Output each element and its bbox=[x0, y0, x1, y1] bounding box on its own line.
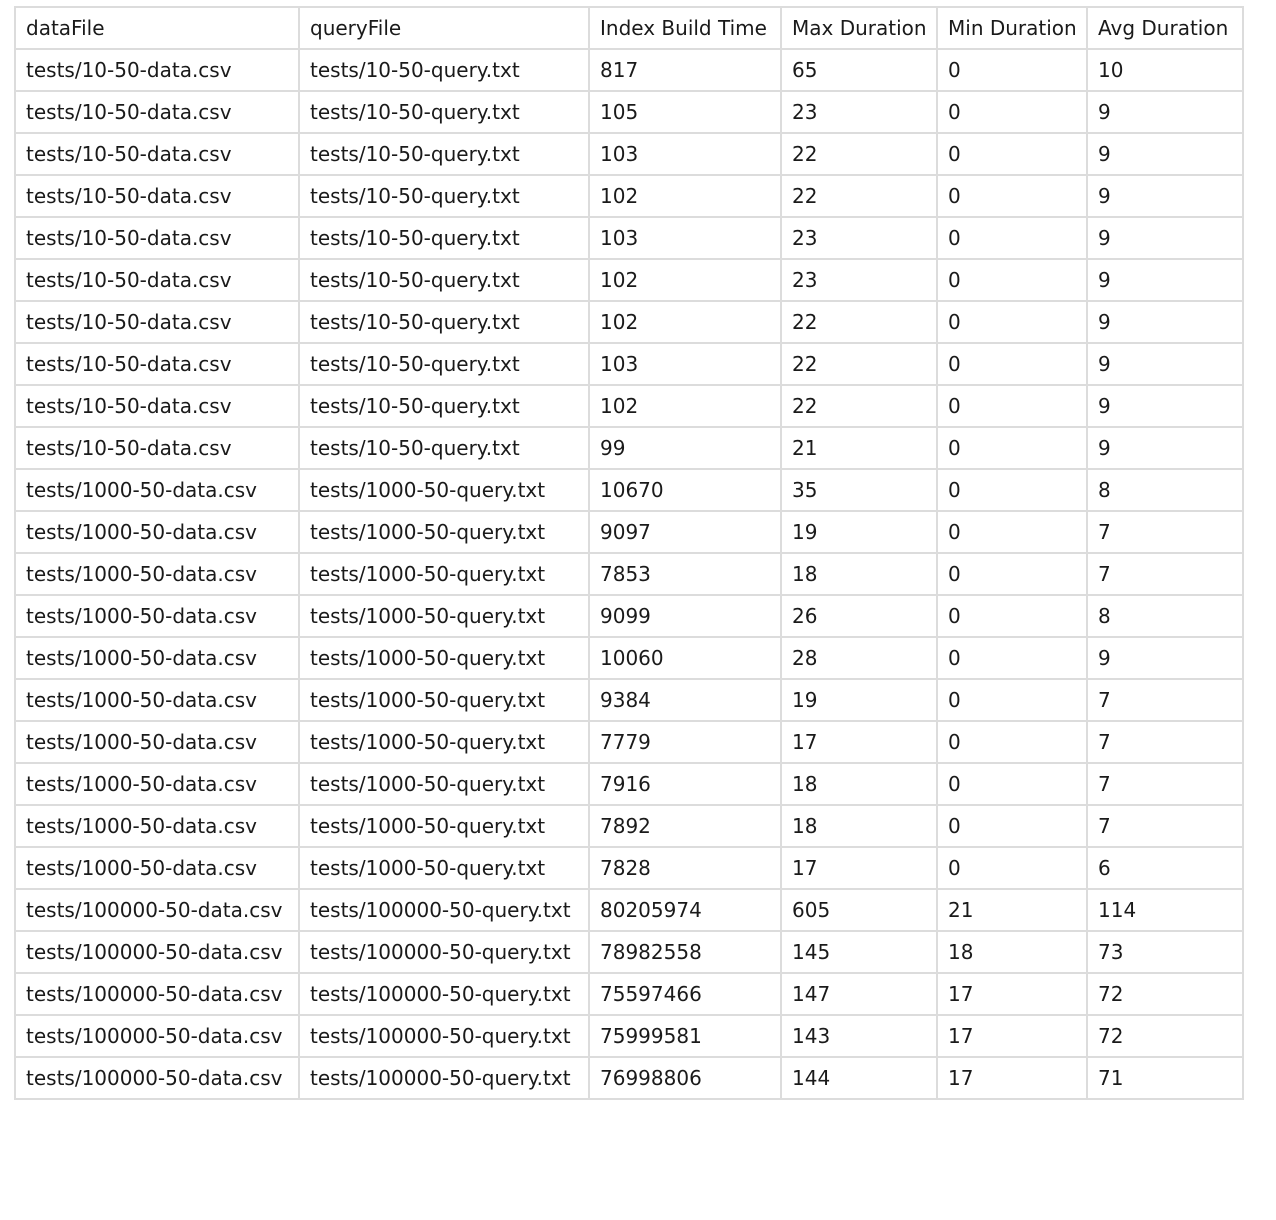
table-row bbox=[15, 343, 1243, 385]
cell-min-duration: 0 bbox=[937, 679, 1087, 721]
cell-max-duration: 23 bbox=[781, 259, 937, 301]
cell-queryfile: tests/100000-50-query.txt bbox=[299, 889, 589, 931]
cell-datafile: tests/10-50-data.csv bbox=[15, 385, 299, 427]
cell-datafile: tests/1000-50-data.csv bbox=[15, 595, 299, 637]
cell-datafile: tests/1000-50-data.csv bbox=[15, 679, 299, 721]
cell-queryfile: tests/100000-50-query.txt bbox=[299, 1015, 589, 1057]
cell-index-build-time: 75597466 bbox=[589, 973, 781, 1015]
cell-max-duration: 19 bbox=[781, 511, 937, 553]
cell-max-duration: 143 bbox=[781, 1015, 937, 1057]
cell-queryfile: tests/10-50-query.txt bbox=[299, 217, 589, 259]
cell-min-duration: 0 bbox=[937, 721, 1087, 763]
cell-index-build-time: 7892 bbox=[589, 805, 781, 847]
cell-index-build-time: 99 bbox=[589, 427, 781, 469]
cell-max-duration: 145 bbox=[781, 931, 937, 973]
table-row bbox=[15, 889, 1243, 931]
cell-max-duration: 21 bbox=[781, 427, 937, 469]
cell-datafile: tests/10-50-data.csv bbox=[15, 175, 299, 217]
table-row bbox=[15, 133, 1243, 175]
cell-queryfile: tests/100000-50-query.txt bbox=[299, 931, 589, 973]
cell-min-duration: 0 bbox=[937, 805, 1087, 847]
cell-min-duration: 0 bbox=[937, 763, 1087, 805]
cell-index-build-time: 78982558 bbox=[589, 931, 781, 973]
cell-min-duration: 0 bbox=[937, 49, 1087, 91]
table-row bbox=[15, 511, 1243, 553]
cell-min-duration: 17 bbox=[937, 1057, 1087, 1099]
table-row bbox=[15, 805, 1243, 847]
cell-max-duration: 22 bbox=[781, 301, 937, 343]
results-table-container bbox=[14, 6, 1244, 1100]
cell-index-build-time: 76998806 bbox=[589, 1057, 781, 1099]
cell-avg-duration: 9 bbox=[1087, 343, 1243, 385]
cell-queryfile: tests/10-50-query.txt bbox=[299, 133, 589, 175]
cell-min-duration: 17 bbox=[937, 1015, 1087, 1057]
cell-min-duration: 0 bbox=[937, 385, 1087, 427]
cell-index-build-time: 103 bbox=[589, 343, 781, 385]
cell-index-build-time: 817 bbox=[589, 49, 781, 91]
cell-min-duration: 0 bbox=[937, 259, 1087, 301]
table-row bbox=[15, 217, 1243, 259]
cell-avg-duration: 7 bbox=[1087, 763, 1243, 805]
cell-max-duration: 23 bbox=[781, 217, 937, 259]
cell-min-duration: 0 bbox=[937, 343, 1087, 385]
cell-max-duration: 17 bbox=[781, 721, 937, 763]
table-body bbox=[15, 49, 1243, 1099]
cell-queryfile: tests/100000-50-query.txt bbox=[299, 1057, 589, 1099]
cell-datafile: tests/100000-50-data.csv bbox=[15, 1015, 299, 1057]
header-avg-duration: Avg Duration bbox=[1087, 7, 1243, 49]
cell-datafile: tests/1000-50-data.csv bbox=[15, 721, 299, 763]
cell-datafile: tests/100000-50-data.csv bbox=[15, 931, 299, 973]
cell-queryfile: tests/1000-50-query.txt bbox=[299, 511, 589, 553]
cell-min-duration: 0 bbox=[937, 427, 1087, 469]
header-datafile: dataFile bbox=[15, 7, 299, 49]
cell-min-duration: 0 bbox=[937, 91, 1087, 133]
cell-queryfile: tests/10-50-query.txt bbox=[299, 427, 589, 469]
cell-datafile: tests/1000-50-data.csv bbox=[15, 553, 299, 595]
cell-index-build-time: 7828 bbox=[589, 847, 781, 889]
table-row bbox=[15, 637, 1243, 679]
cell-min-duration: 0 bbox=[937, 175, 1087, 217]
cell-index-build-time: 9099 bbox=[589, 595, 781, 637]
cell-queryfile: tests/1000-50-query.txt bbox=[299, 637, 589, 679]
cell-max-duration: 147 bbox=[781, 973, 937, 1015]
cell-index-build-time: 7779 bbox=[589, 721, 781, 763]
cell-max-duration: 18 bbox=[781, 763, 937, 805]
cell-avg-duration: 73 bbox=[1087, 931, 1243, 973]
cell-queryfile: tests/1000-50-query.txt bbox=[299, 595, 589, 637]
cell-avg-duration: 9 bbox=[1087, 637, 1243, 679]
cell-max-duration: 22 bbox=[781, 175, 937, 217]
cell-datafile: tests/100000-50-data.csv bbox=[15, 973, 299, 1015]
cell-avg-duration: 8 bbox=[1087, 469, 1243, 511]
cell-index-build-time: 10670 bbox=[589, 469, 781, 511]
cell-max-duration: 35 bbox=[781, 469, 937, 511]
cell-index-build-time: 7853 bbox=[589, 553, 781, 595]
cell-max-duration: 22 bbox=[781, 343, 937, 385]
cell-avg-duration: 7 bbox=[1087, 679, 1243, 721]
cell-datafile: tests/10-50-data.csv bbox=[15, 343, 299, 385]
cell-datafile: tests/10-50-data.csv bbox=[15, 217, 299, 259]
cell-avg-duration: 9 bbox=[1087, 217, 1243, 259]
cell-min-duration: 0 bbox=[937, 637, 1087, 679]
cell-max-duration: 18 bbox=[781, 805, 937, 847]
cell-datafile: tests/10-50-data.csv bbox=[15, 91, 299, 133]
cell-queryfile: tests/100000-50-query.txt bbox=[299, 973, 589, 1015]
cell-queryfile: tests/1000-50-query.txt bbox=[299, 847, 589, 889]
cell-avg-duration: 9 bbox=[1087, 175, 1243, 217]
cell-queryfile: tests/10-50-query.txt bbox=[299, 385, 589, 427]
cell-datafile: tests/1000-50-data.csv bbox=[15, 637, 299, 679]
cell-max-duration: 22 bbox=[781, 385, 937, 427]
cell-min-duration: 17 bbox=[937, 973, 1087, 1015]
table-row bbox=[15, 847, 1243, 889]
cell-avg-duration: 9 bbox=[1087, 133, 1243, 175]
cell-index-build-time: 7916 bbox=[589, 763, 781, 805]
cell-datafile: tests/1000-50-data.csv bbox=[15, 847, 299, 889]
cell-max-duration: 22 bbox=[781, 133, 937, 175]
cell-min-duration: 0 bbox=[937, 553, 1087, 595]
table-row bbox=[15, 553, 1243, 595]
cell-queryfile: tests/1000-50-query.txt bbox=[299, 553, 589, 595]
cell-avg-duration: 9 bbox=[1087, 301, 1243, 343]
cell-avg-duration: 7 bbox=[1087, 553, 1243, 595]
cell-avg-duration: 72 bbox=[1087, 1015, 1243, 1057]
cell-index-build-time: 102 bbox=[589, 385, 781, 427]
cell-queryfile: tests/1000-50-query.txt bbox=[299, 805, 589, 847]
cell-max-duration: 17 bbox=[781, 847, 937, 889]
table-row bbox=[15, 595, 1243, 637]
results-table bbox=[14, 6, 1244, 1100]
cell-datafile: tests/10-50-data.csv bbox=[15, 49, 299, 91]
cell-avg-duration: 7 bbox=[1087, 511, 1243, 553]
cell-max-duration: 23 bbox=[781, 91, 937, 133]
cell-queryfile: tests/10-50-query.txt bbox=[299, 91, 589, 133]
cell-max-duration: 26 bbox=[781, 595, 937, 637]
table-row bbox=[15, 1057, 1243, 1099]
cell-avg-duration: 7 bbox=[1087, 805, 1243, 847]
cell-datafile: tests/10-50-data.csv bbox=[15, 133, 299, 175]
cell-queryfile: tests/10-50-query.txt bbox=[299, 49, 589, 91]
table-row bbox=[15, 973, 1243, 1015]
cell-min-duration: 0 bbox=[937, 217, 1087, 259]
cell-min-duration: 21 bbox=[937, 889, 1087, 931]
cell-index-build-time: 102 bbox=[589, 301, 781, 343]
table-row bbox=[15, 259, 1243, 301]
header-row bbox=[15, 7, 1243, 49]
cell-index-build-time: 103 bbox=[589, 217, 781, 259]
table-row bbox=[15, 679, 1243, 721]
cell-datafile: tests/1000-50-data.csv bbox=[15, 805, 299, 847]
header-max-duration: Max Duration bbox=[781, 7, 937, 49]
cell-datafile: tests/10-50-data.csv bbox=[15, 301, 299, 343]
table-row bbox=[15, 427, 1243, 469]
cell-queryfile: tests/10-50-query.txt bbox=[299, 301, 589, 343]
table-row bbox=[15, 721, 1243, 763]
cell-min-duration: 0 bbox=[937, 133, 1087, 175]
table-row bbox=[15, 763, 1243, 805]
table-row bbox=[15, 469, 1243, 511]
table-row bbox=[15, 301, 1243, 343]
header-index-build-time: Index Build Time bbox=[589, 7, 781, 49]
cell-queryfile: tests/1000-50-query.txt bbox=[299, 679, 589, 721]
table-header bbox=[15, 7, 1243, 49]
cell-index-build-time: 75999581 bbox=[589, 1015, 781, 1057]
cell-min-duration: 0 bbox=[937, 847, 1087, 889]
cell-min-duration: 0 bbox=[937, 595, 1087, 637]
cell-max-duration: 28 bbox=[781, 637, 937, 679]
table-row bbox=[15, 1015, 1243, 1057]
cell-queryfile: tests/10-50-query.txt bbox=[299, 343, 589, 385]
cell-avg-duration: 9 bbox=[1087, 91, 1243, 133]
cell-avg-duration: 71 bbox=[1087, 1057, 1243, 1099]
header-queryfile: queryFile bbox=[299, 7, 589, 49]
cell-avg-duration: 9 bbox=[1087, 259, 1243, 301]
cell-avg-duration: 72 bbox=[1087, 973, 1243, 1015]
cell-index-build-time: 9097 bbox=[589, 511, 781, 553]
cell-datafile: tests/1000-50-data.csv bbox=[15, 511, 299, 553]
cell-index-build-time: 80205974 bbox=[589, 889, 781, 931]
cell-avg-duration: 6 bbox=[1087, 847, 1243, 889]
cell-avg-duration: 8 bbox=[1087, 595, 1243, 637]
cell-max-duration: 19 bbox=[781, 679, 937, 721]
cell-max-duration: 605 bbox=[781, 889, 937, 931]
table-row bbox=[15, 175, 1243, 217]
cell-index-build-time: 103 bbox=[589, 133, 781, 175]
cell-queryfile: tests/10-50-query.txt bbox=[299, 259, 589, 301]
cell-avg-duration: 7 bbox=[1087, 721, 1243, 763]
table-row bbox=[15, 91, 1243, 133]
cell-avg-duration: 9 bbox=[1087, 427, 1243, 469]
cell-datafile: tests/10-50-data.csv bbox=[15, 259, 299, 301]
cell-index-build-time: 102 bbox=[589, 259, 781, 301]
cell-max-duration: 65 bbox=[781, 49, 937, 91]
cell-index-build-time: 105 bbox=[589, 91, 781, 133]
table-row bbox=[15, 931, 1243, 973]
header-min-duration: Min Duration bbox=[937, 7, 1087, 49]
cell-datafile: tests/1000-50-data.csv bbox=[15, 469, 299, 511]
cell-avg-duration: 9 bbox=[1087, 385, 1243, 427]
cell-max-duration: 144 bbox=[781, 1057, 937, 1099]
table-row bbox=[15, 49, 1243, 91]
cell-min-duration: 0 bbox=[937, 511, 1087, 553]
cell-min-duration: 0 bbox=[937, 469, 1087, 511]
cell-datafile: tests/1000-50-data.csv bbox=[15, 763, 299, 805]
cell-queryfile: tests/1000-50-query.txt bbox=[299, 763, 589, 805]
cell-datafile: tests/10-50-data.csv bbox=[15, 427, 299, 469]
cell-avg-duration: 114 bbox=[1087, 889, 1243, 931]
cell-queryfile: tests/10-50-query.txt bbox=[299, 175, 589, 217]
cell-datafile: tests/100000-50-data.csv bbox=[15, 889, 299, 931]
cell-avg-duration: 10 bbox=[1087, 49, 1243, 91]
cell-max-duration: 18 bbox=[781, 553, 937, 595]
cell-min-duration: 0 bbox=[937, 301, 1087, 343]
cell-index-build-time: 10060 bbox=[589, 637, 781, 679]
cell-queryfile: tests/1000-50-query.txt bbox=[299, 469, 589, 511]
cell-index-build-time: 102 bbox=[589, 175, 781, 217]
cell-min-duration: 18 bbox=[937, 931, 1087, 973]
cell-index-build-time: 9384 bbox=[589, 679, 781, 721]
table-row bbox=[15, 385, 1243, 427]
cell-datafile: tests/100000-50-data.csv bbox=[15, 1057, 299, 1099]
cell-queryfile: tests/1000-50-query.txt bbox=[299, 721, 589, 763]
